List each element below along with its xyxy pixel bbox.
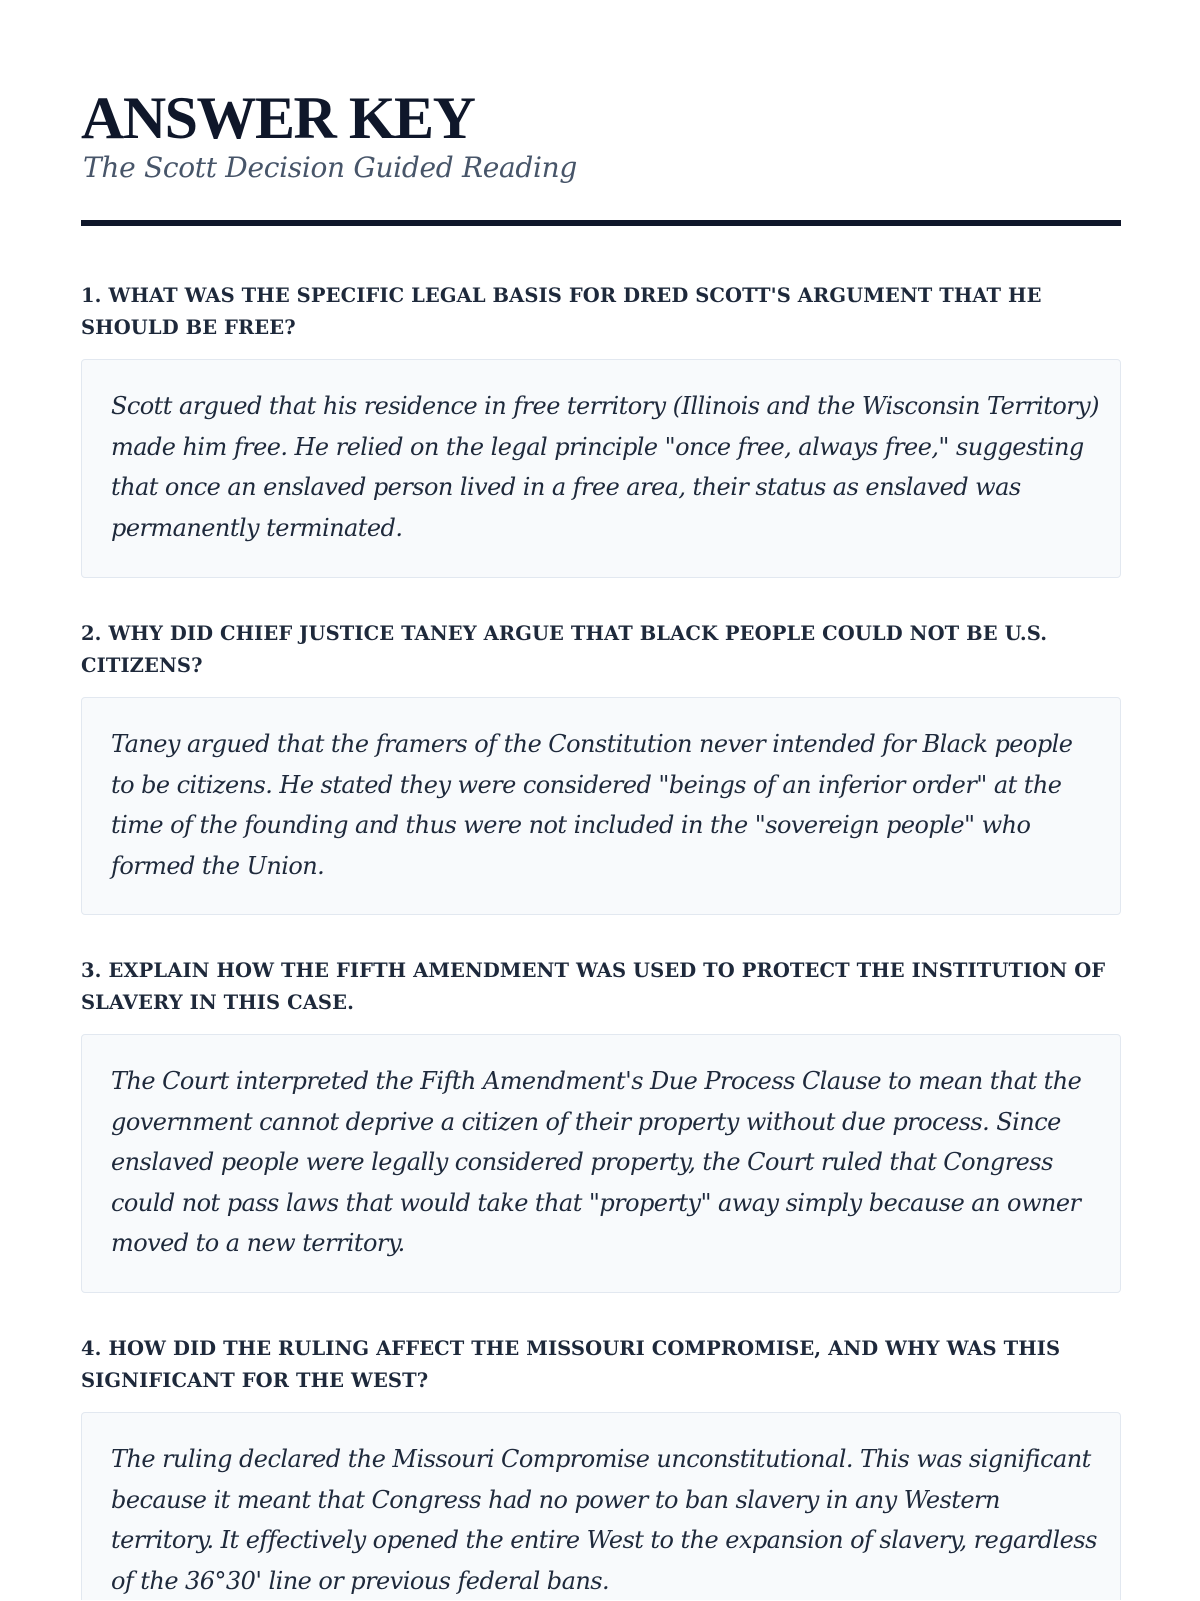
answer-1: Scott argued that his residence in free territory (Illinois and the Wisconsin Territory) made him free. He relied on the legal principle "once free, always free," suggesting that once an enslaved person lived in a free area, their status as enslaved was permanently terminated. [111, 392, 1099, 542]
answer-box-2 [81, 697, 1121, 915]
answer-2: Taney argued that the framers of the Constitution never intended for Black people to be citizens. He stated they were considered "beings of an inferior order" at the time of the founding and thus were not included in the "sovereign people" who formed the Union. [111, 730, 1073, 880]
answer-3: The Court interpreted the Fifth Amendment's Due Process Clause to mean that the government cannot deprive a citizen of their property without due process. Since enslaved people were legally considered property, the Court ruled that Congress could not pass laws that would take that "property" away simply because an owner moved to a new territory. [111, 1067, 1082, 1257]
answer-box-4 [81, 1412, 1121, 1600]
question-4: 4. HOW DID THE RULING AFFECT THE MISSOURI COMPROMISE, AND WHY WAS THIS SIGNIFICANT FOR THE WEST? [81, 1337, 1061, 1392]
question-3: 3. EXPLAIN HOW THE FIFTH AMENDMENT WAS USED TO PROTECT THE INSTITUTION OF SLAVERY IN THIS CASE. [81, 959, 1106, 1014]
answer-4: The ruling declared the Missouri Compromise unconstitutional. This was significant because it meant that Congress had no power to ban slavery in any Western territory. It effectively opened the entire West to the expansion of slavery, regardless of the 36°30' line or previous federal bans. [111, 1445, 1097, 1595]
question-1: 1. WHAT WAS THE SPECIFIC LEGAL BASIS FOR DRED SCOTT'S ARGUMENT THAT HE SHOULD BE FREE? [81, 284, 1042, 339]
question-2: 2. WHY DID CHIEF JUSTICE TANEY ARGUE THAT BLACK PEOPLE COULD NOT BE U.S. CITIZENS? [81, 622, 1048, 677]
answer-box-1 [81, 359, 1121, 578]
answer-box-3 [81, 1034, 1121, 1293]
title-divider [81, 220, 1121, 226]
page-subtitle: The Scott Decision Guided Reading [83, 151, 578, 184]
page-title: ANSWER KEY [81, 85, 475, 151]
